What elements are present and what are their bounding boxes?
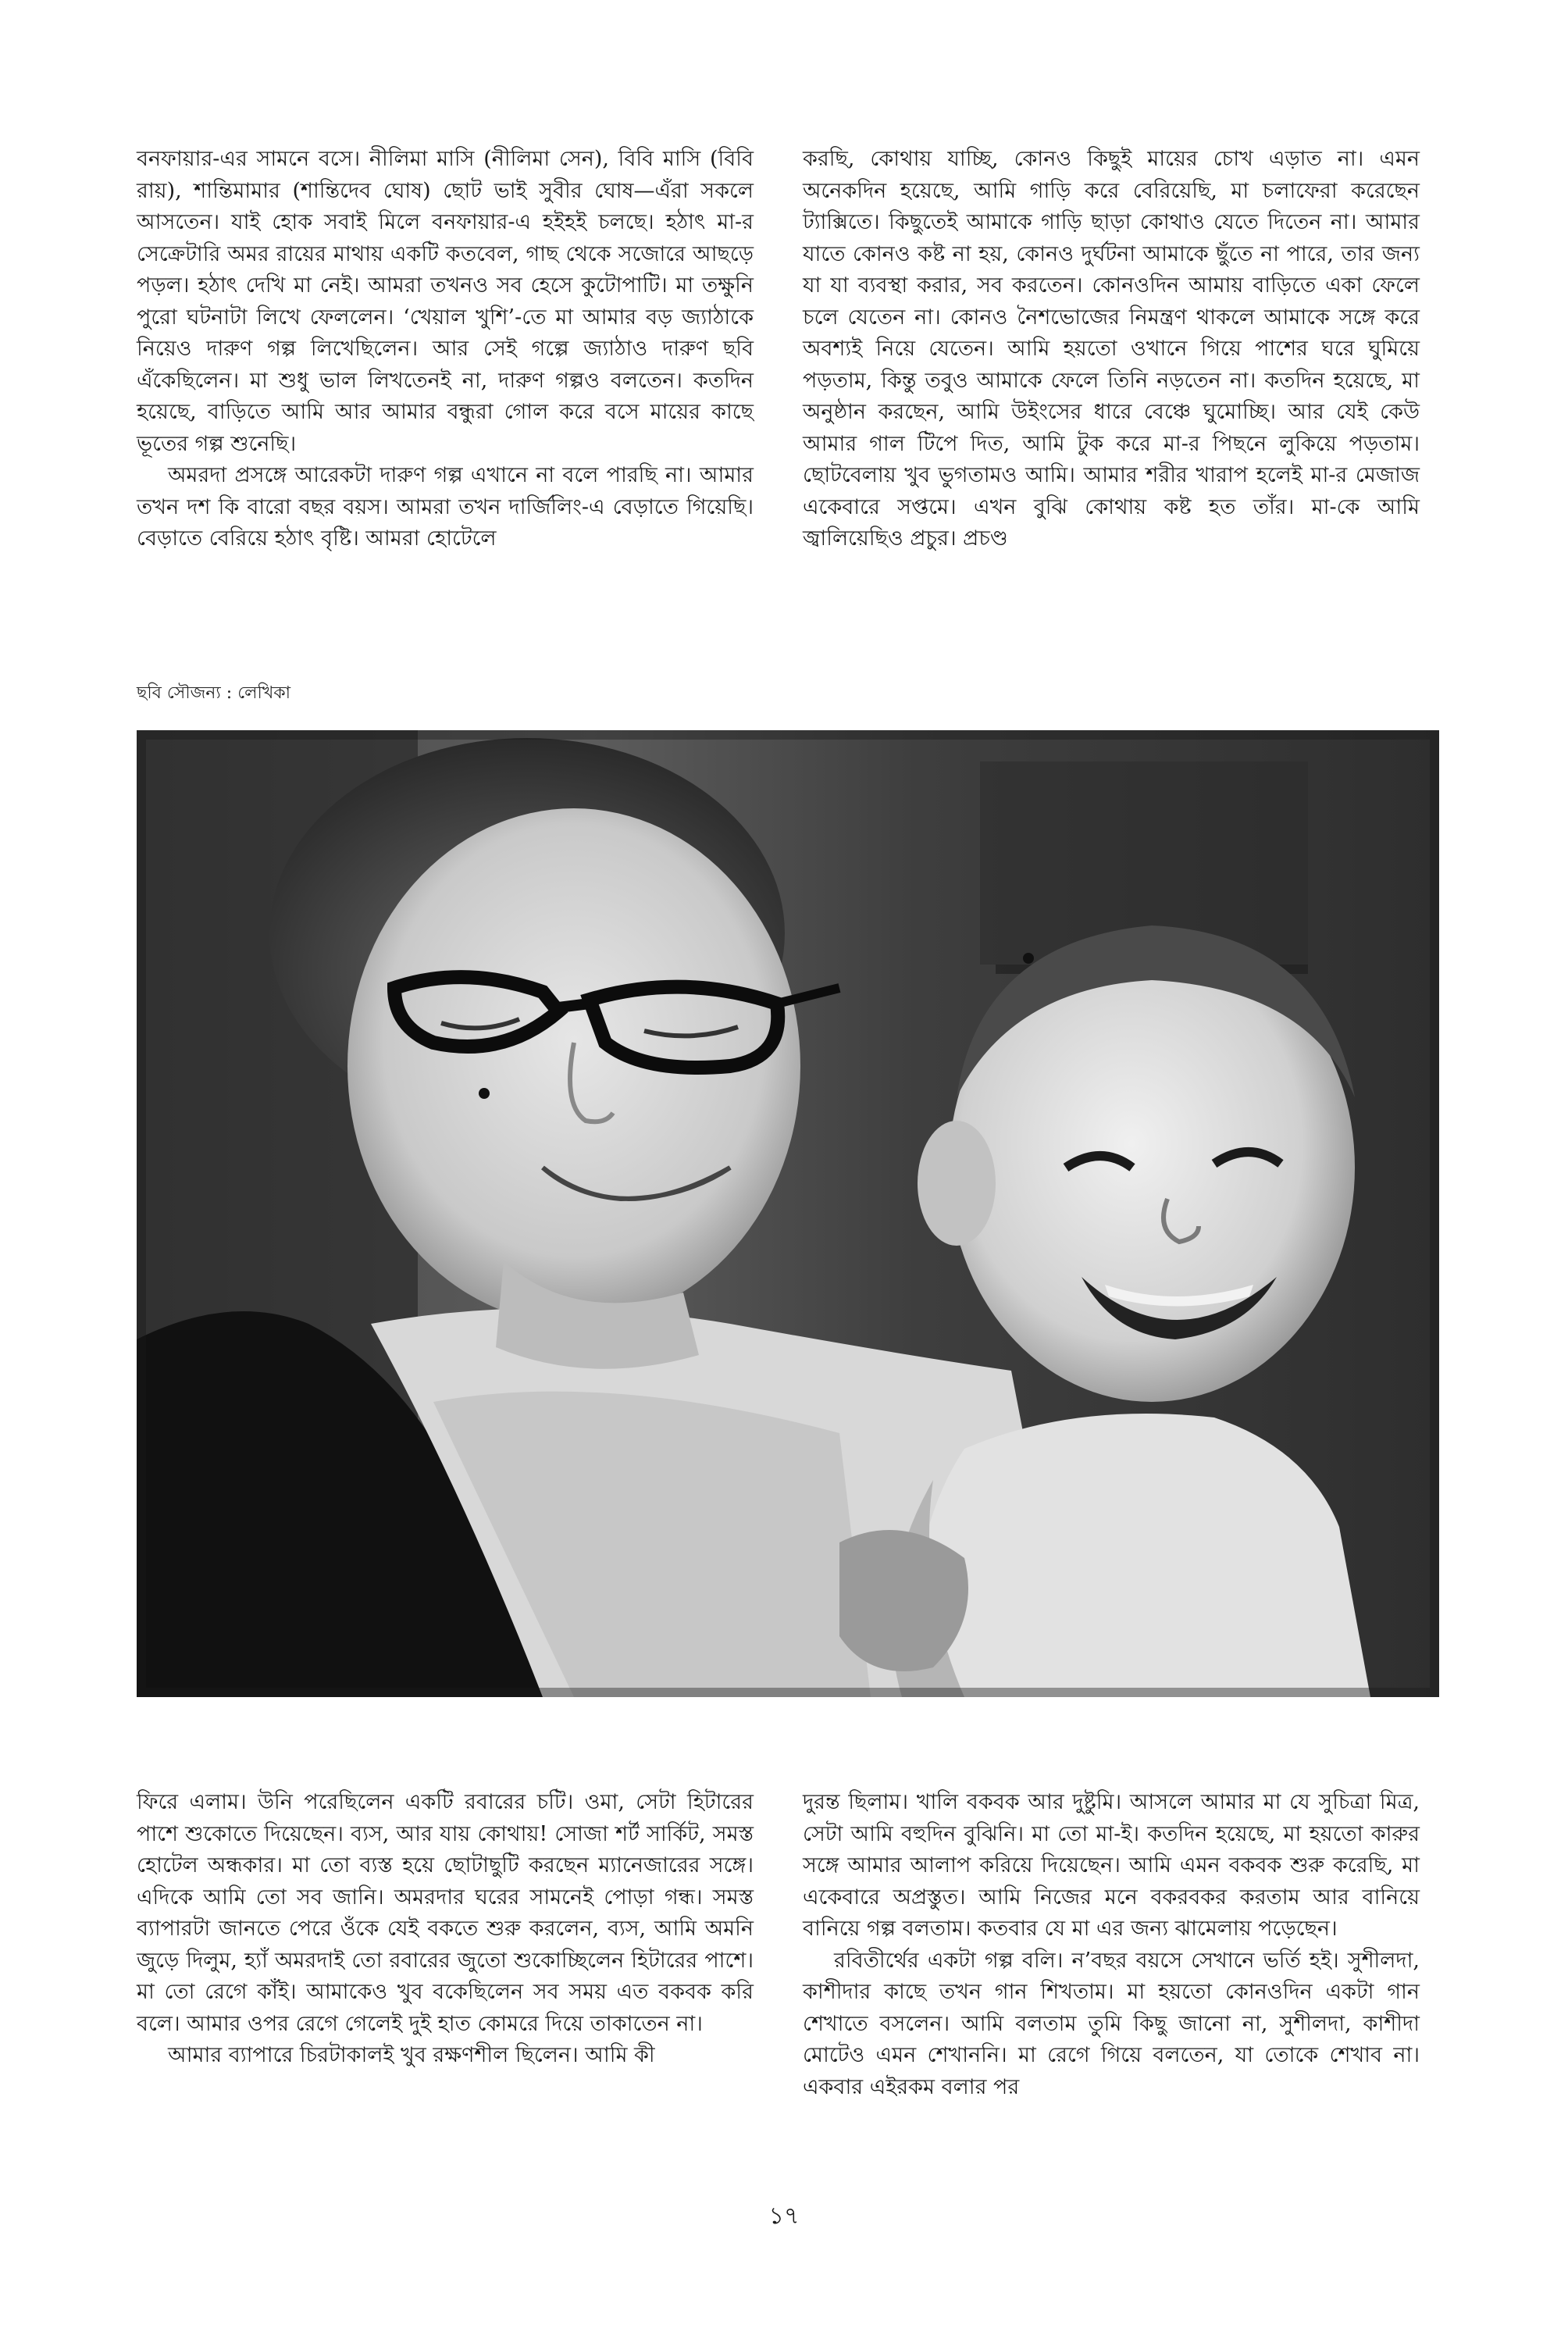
photograph <box>137 730 1439 1697</box>
text-column-top-left <box>137 144 754 555</box>
page-number: ১৭ <box>768 2202 800 2230</box>
glasses-bridge <box>558 1004 590 1007</box>
paragraph: করছি, কোথায় যাচ্ছি, কোনও কিছুই মায়ের চোখ এড়াত না। এমন অনেকদিন হয়েছে, আমি গাড়ি করে বেরিয়েছি, মা চলাফেরা করেছেন ট্যাক্সিতে। কিছুতেই আমাকে গাড়ি ছাড়া কোথাও যেতে দিতেন না। আমার যাতে কোনও কষ্ট না হয়, কোনও দুর্ঘটনা আমাকে ছুঁতে না পারে, তার জন্য যা যা ব্যবস্থা করার, সব করতেন। কোনওদিন আমায় বাড়িতে একা ফেলে চলে যেতেন না। কোনও নৈশভোজের নিমন্ত্রণ থাকলে আমাকে সঙ্গে করে অবশ্যই নিয়ে যেতেন। আমি হয়তো ওখানে গিয়ে পাশের ঘরে ঘুমিয়ে পড়তাম, কিন্তু তবুও আমাকে ফেলে তিনি নড়তেন না। কতদিন হয়েছে, মা অনুষ্ঠান করছেন, আমি উইংসের ধারে বেঞ্চে ঘুমোচ্ছি। আর যেই কেউ আমার গাল টিপে দিত, আমি টুক করে মা-র পিছনে লুকিয়ে পড়তাম। ছোটবেলায় খুব ভুগতামও আমি। আমার শরীর খারাপ হলেই মা-র মেজাজ একেবারে সপ্তমে। এখন বুঝি কোথায় কষ্ট হত তাঁর। মা-কে আমি জ্বালিয়েছিও প্রচুর। প্রচণ্ড <box>803 147 1420 551</box>
paragraph: বনফায়ার-এর সামনে বসে। নীলিমা মাসি (নীলিমা সেন), বিবি মাসি (বিবি রায়), শান্তিমামার (শান্তিদেব ঘোষ) ছোট ভাই সুবীর ঘোষ—এঁরা সকলে আসতেন। যাই হোক সবাই মিলে বনফায়ার-এ হইহই চলছে। হঠাৎ মা-র সেক্রেটারি অমর রায়ের মাথায় একটি কতবেল, গাছ থেকে সজোরে আছড়ে পড়ল। হঠাৎ দেখি মা নেই। আমরা তখনও সব হেসে কুটোপাটি। মা তক্ষুনি পুরো ঘটনাটা লিখে ফেললেন। ‘খেয়াল খুশি’-তে মা আমার বড় জ্যাঠাকে নিয়েও দারুণ গল্প লিখেছিলেন। আর সেই গল্পে জ্যাঠাও দারুণ ছবি এঁকেছিলেন। মা শুধু ভাল লিখতেনই না, দারুণ গল্পও বলতেন। কতদিন হয়েছে, বাড়িতে আমি আর আমার বন্ধুরা গোল করে বসে মায়ের কাছে ভূতের গল্প শুনেছি। <box>137 147 754 456</box>
child-ear <box>918 1121 996 1246</box>
paragraph: অমরদা প্রসঙ্গে আরেকটা দারুণ গল্প এখানে না বলে পারছি না। আমার তখন দশ কি বারো বছর বয়স। আমরা তখন দার্জিলিং-এ বেড়াতে গিয়েছি। বেড়াতে বেরিয়ে হঠাৎ বৃষ্টি। আমরা হোটেলে <box>137 463 754 551</box>
paragraph: ফিরে এলাম। উনি পরেছিলেন একটি রবারের চটি। ওমা, সেটা হিটারের পাশে শুকোতে দিয়েছেন। ব্যস, আর যায় কোথায়! সোজা শর্ট সার্কিট, সমস্ত হোটেল অন্ধকার। মা তো ব্যস্ত হয়ে ছোটাছুটি করছেন ম্যানেজারের সঙ্গে। এদিকে আমি তো সব জানি। অমরদার ঘরের সামনেই পোড়া গন্ধ। সমস্ত ব্যাপারটা জানতে পেরে ওঁকে যেই বকতে শুরু করলেন, ব্যস, আমি অমনি জুড়ে দিলুম, হ্যাঁ অমরদাই তো রবারের জুতো শুকোচ্ছিলেন হিটারের পাশে। মা তো রেগে কাঁই। আমাকেও খুব বকেছিলেন সব সময় এত বকবক করি বলে। আমার ওপর রেগে গেলেই দুই হাত কোমরে দিয়ে তাকাতেন না। <box>137 1790 754 2036</box>
text-column-top-right <box>803 144 1420 555</box>
paragraph: রবিতীর্থের একটা গল্প বলি। ন’বছর বয়সে সেখানে ভর্তি হই। সুশীলদা, কাশীদার কাছে তখন গান শিখতাম। মা হয়তো কোনওদিন একটা গান শেখাতে বসলেন। আমি বলতাম তুমি কিছু জানো না, সুশীলদা, কাশীদা মোটেও এমন শেখাননি। মা রেগে গিয়ে বলতেন, যা তোকে শেখাব না। একবার এইরকম বলার পর <box>803 1948 1420 2099</box>
paragraph: আমার ব্যাপারে চিরটাকালই খুব রক্ষণশীল ছিলেন। আমি কী <box>168 2043 655 2067</box>
photo-credit: ছবি সৌজন্য : লেখিকা <box>137 683 291 703</box>
child-mark <box>1023 953 1034 964</box>
text-column-bottom-left <box>137 1787 754 2072</box>
woman-mole <box>479 1088 490 1099</box>
text-column-bottom-right <box>803 1787 1420 2103</box>
paragraph: দুরন্ত ছিলাম। খালি বকবক আর দুষ্টুমি। আসলে আমার মা যে সুচিত্রা মিত্র, সেটা আমি বহুদিন বুঝিনি। মা তো মা-ই। কতদিন হয়েছে, মা হয়তো কারুর সঙ্গে আমার আলাপ করিয়ে দিয়েছেন। আমি এমন বকবক শুরু করেছি, মা একেবারে অপ্রস্তুত। আমি নিজের মনে বকরবকর করতাম আর বানিয়ে বানিয়ে গল্প বলতাম। কতবার যে মা এর জন্য ঝামেলায় পড়েছেন। <box>803 1790 1420 1941</box>
